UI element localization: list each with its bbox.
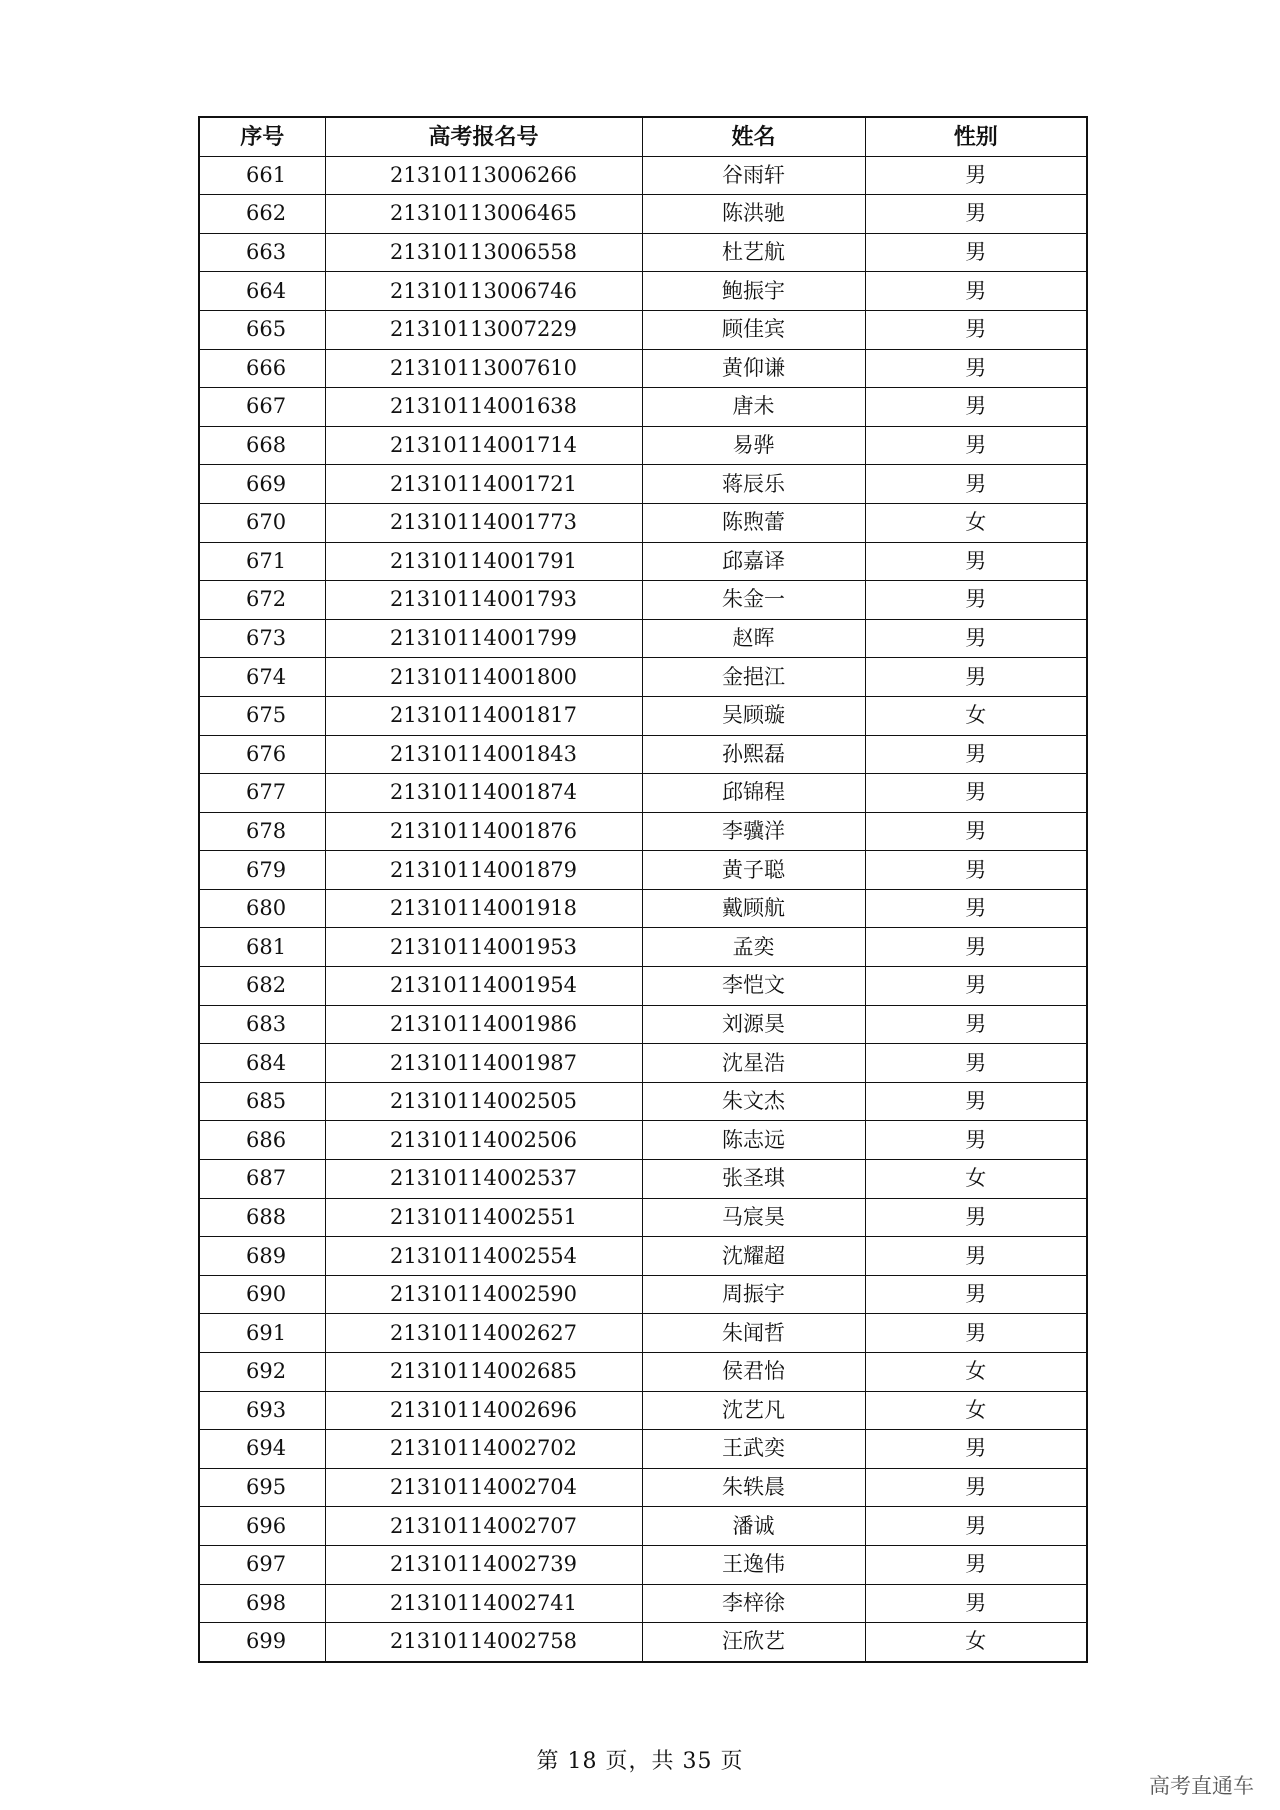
cell-name: 马宸昊 [642, 1198, 865, 1237]
cell-exam-id: 21310113007610 [325, 349, 642, 388]
student-roster-table [198, 116, 1088, 1663]
cell-seq: 693 [199, 1391, 325, 1430]
table-row [199, 928, 1087, 967]
cell-name: 沈星浩 [642, 1044, 865, 1083]
cell-seq: 687 [199, 1160, 325, 1199]
cell-seq: 677 [199, 774, 325, 813]
cell-exam-id: 21310114001953 [325, 928, 642, 967]
cell-name: 李骥洋 [642, 812, 865, 851]
cell-name: 王逸伟 [642, 1545, 865, 1584]
cell-name: 朱金一 [642, 581, 865, 620]
cell-seq: 664 [199, 272, 325, 311]
cell-seq: 661 [199, 156, 325, 195]
cell-name: 吴顾璇 [642, 696, 865, 735]
table-row [199, 1507, 1087, 1546]
table-row [199, 465, 1087, 504]
cell-seq: 678 [199, 812, 325, 851]
cell-seq: 696 [199, 1507, 325, 1546]
cell-name: 王武奕 [642, 1430, 865, 1469]
cell-seq: 674 [199, 658, 325, 697]
cell-seq: 680 [199, 889, 325, 928]
cell-exam-id: 21310114001986 [325, 1005, 642, 1044]
cell-exam-id: 21310114001714 [325, 426, 642, 465]
cell-gender: 男 [865, 1584, 1087, 1623]
cell-name: 潘诚 [642, 1507, 865, 1546]
cell-name: 陈志远 [642, 1121, 865, 1160]
cell-seq: 671 [199, 542, 325, 581]
cell-name: 黄仰谦 [642, 349, 865, 388]
cell-gender: 男 [865, 1507, 1087, 1546]
cell-exam-id: 21310114002685 [325, 1353, 642, 1392]
cell-seq: 686 [199, 1121, 325, 1160]
table-row [199, 233, 1087, 272]
cell-exam-id: 21310114001773 [325, 503, 642, 542]
table-row [199, 1275, 1087, 1314]
cell-gender: 男 [865, 735, 1087, 774]
table-row [199, 272, 1087, 311]
cell-exam-id: 21310114002551 [325, 1198, 642, 1237]
cell-name: 易骅 [642, 426, 865, 465]
cell-gender: 男 [865, 774, 1087, 813]
cell-gender: 男 [865, 619, 1087, 658]
table-row [199, 774, 1087, 813]
table-row [199, 967, 1087, 1006]
cell-gender: 男 [865, 542, 1087, 581]
cell-gender: 男 [865, 928, 1087, 967]
table-row [199, 503, 1087, 542]
cell-seq: 695 [199, 1468, 325, 1507]
table-row [199, 310, 1087, 349]
cell-name: 李梓徐 [642, 1584, 865, 1623]
header-gender: 性别 [865, 117, 1087, 156]
cell-exam-id: 21310114001638 [325, 388, 642, 427]
cell-seq: 669 [199, 465, 325, 504]
cell-seq: 681 [199, 928, 325, 967]
cell-name: 戴顾航 [642, 889, 865, 928]
table-row [199, 851, 1087, 890]
cell-exam-id: 21310114001791 [325, 542, 642, 581]
cell-exam-id: 21310114001954 [325, 967, 642, 1006]
cell-name: 朱文杰 [642, 1082, 865, 1121]
table-row [199, 1044, 1087, 1083]
cell-exam-id: 21310114002696 [325, 1391, 642, 1430]
cell-name: 张圣琪 [642, 1160, 865, 1199]
cell-gender: 男 [865, 851, 1087, 890]
cell-seq: 685 [199, 1082, 325, 1121]
cell-name: 杜艺航 [642, 233, 865, 272]
cell-gender: 男 [865, 349, 1087, 388]
table-row [199, 735, 1087, 774]
cell-gender: 男 [865, 812, 1087, 851]
cell-seq: 691 [199, 1314, 325, 1353]
cell-name: 鲍振宇 [642, 272, 865, 311]
cell-name: 邱嘉译 [642, 542, 865, 581]
cell-gender: 男 [865, 889, 1087, 928]
cell-exam-id: 21310114002590 [325, 1275, 642, 1314]
cell-gender: 男 [865, 1198, 1087, 1237]
cell-gender: 男 [865, 1237, 1087, 1276]
table-row [199, 1314, 1087, 1353]
cell-seq: 667 [199, 388, 325, 427]
cell-exam-id: 21310114001799 [325, 619, 642, 658]
table-row [199, 889, 1087, 928]
cell-seq: 688 [199, 1198, 325, 1237]
cell-gender: 男 [865, 233, 1087, 272]
table-row [199, 1198, 1087, 1237]
cell-name: 侯君怡 [642, 1353, 865, 1392]
table-row [199, 812, 1087, 851]
table-row [199, 1430, 1087, 1469]
cell-gender: 男 [865, 310, 1087, 349]
table-row [199, 195, 1087, 234]
cell-gender: 男 [865, 195, 1087, 234]
cell-gender: 男 [865, 1314, 1087, 1353]
table-row [199, 156, 1087, 195]
cell-exam-id: 21310114001817 [325, 696, 642, 735]
cell-gender: 女 [865, 696, 1087, 735]
cell-name: 谷雨轩 [642, 156, 865, 195]
table-row [199, 1468, 1087, 1507]
watermark-text: 高考直通车 [1149, 1774, 1254, 1798]
table-row [199, 1391, 1087, 1430]
cell-name: 蒋辰乐 [642, 465, 865, 504]
cell-exam-id: 21310114001843 [325, 735, 642, 774]
table-row [199, 619, 1087, 658]
cell-gender: 男 [865, 426, 1087, 465]
table-row [199, 1160, 1087, 1199]
cell-exam-id: 21310114001721 [325, 465, 642, 504]
cell-exam-id: 21310113006558 [325, 233, 642, 272]
table-body [199, 156, 1087, 1662]
cell-gender: 男 [865, 1275, 1087, 1314]
cell-gender: 男 [865, 1082, 1087, 1121]
cell-exam-id: 21310114002739 [325, 1545, 642, 1584]
cell-name: 孟奕 [642, 928, 865, 967]
cell-seq: 662 [199, 195, 325, 234]
table-row [199, 1237, 1087, 1276]
table-row [199, 1082, 1087, 1121]
cell-name: 朱闻哲 [642, 1314, 865, 1353]
cell-exam-id: 21310114002554 [325, 1237, 642, 1276]
cell-name: 孙熙磊 [642, 735, 865, 774]
cell-name: 朱轶晨 [642, 1468, 865, 1507]
cell-exam-id: 21310114002704 [325, 1468, 642, 1507]
cell-exam-id: 21310114001876 [325, 812, 642, 851]
table-row [199, 1353, 1087, 1392]
cell-exam-id: 21310114002707 [325, 1507, 642, 1546]
cell-seq: 694 [199, 1430, 325, 1469]
table-row [199, 1623, 1087, 1662]
cell-exam-id: 21310114001918 [325, 889, 642, 928]
cell-exam-id: 21310114002702 [325, 1430, 642, 1469]
cell-name: 陈煦蕾 [642, 503, 865, 542]
cell-exam-id: 21310114002758 [325, 1623, 642, 1662]
table-row [199, 1005, 1087, 1044]
cell-name: 顾佳宾 [642, 310, 865, 349]
header-name: 姓名 [642, 117, 865, 156]
cell-seq: 672 [199, 581, 325, 620]
cell-exam-id: 21310113007229 [325, 310, 642, 349]
cell-gender: 女 [865, 1353, 1087, 1392]
table-row [199, 1121, 1087, 1160]
cell-name: 黄子聪 [642, 851, 865, 890]
cell-name: 周振宇 [642, 1275, 865, 1314]
cell-gender: 女 [865, 1623, 1087, 1662]
table-row [199, 581, 1087, 620]
cell-seq: 679 [199, 851, 325, 890]
cell-name: 沈耀超 [642, 1237, 865, 1276]
cell-seq: 673 [199, 619, 325, 658]
cell-name: 李恺文 [642, 967, 865, 1006]
cell-exam-id: 21310114001874 [325, 774, 642, 813]
cell-name: 金挹江 [642, 658, 865, 697]
table-row [199, 658, 1087, 697]
cell-seq: 666 [199, 349, 325, 388]
cell-seq: 676 [199, 735, 325, 774]
cell-seq: 663 [199, 233, 325, 272]
cell-seq: 697 [199, 1545, 325, 1584]
cell-gender: 男 [865, 388, 1087, 427]
page-number: 第 18 页，共 35 页 [536, 1749, 744, 1774]
cell-gender: 男 [865, 1121, 1087, 1160]
cell-name: 邱锦程 [642, 774, 865, 813]
cell-gender: 男 [865, 1468, 1087, 1507]
header-exam-id: 高考报名号 [325, 117, 642, 156]
cell-seq: 683 [199, 1005, 325, 1044]
cell-name: 陈洪驰 [642, 195, 865, 234]
cell-gender: 男 [865, 1545, 1087, 1584]
cell-gender: 男 [865, 1430, 1087, 1469]
cell-gender: 男 [865, 465, 1087, 504]
cell-gender: 女 [865, 503, 1087, 542]
cell-exam-id: 21310114002627 [325, 1314, 642, 1353]
cell-gender: 男 [865, 967, 1087, 1006]
cell-exam-id: 21310113006746 [325, 272, 642, 311]
cell-seq: 699 [199, 1623, 325, 1662]
cell-name: 沈艺凡 [642, 1391, 865, 1430]
cell-gender: 男 [865, 1005, 1087, 1044]
cell-seq: 668 [199, 426, 325, 465]
cell-seq: 684 [199, 1044, 325, 1083]
cell-gender: 女 [865, 1160, 1087, 1199]
cell-exam-id: 21310113006465 [325, 195, 642, 234]
cell-seq: 682 [199, 967, 325, 1006]
cell-exam-id: 21310114001793 [325, 581, 642, 620]
table-row [199, 1584, 1087, 1623]
table-row [199, 388, 1087, 427]
cell-seq: 665 [199, 310, 325, 349]
cell-gender: 男 [865, 272, 1087, 311]
cell-name: 刘源昊 [642, 1005, 865, 1044]
cell-gender: 男 [865, 156, 1087, 195]
cell-gender: 男 [865, 658, 1087, 697]
cell-seq: 689 [199, 1237, 325, 1276]
cell-gender: 女 [865, 1391, 1087, 1430]
cell-gender: 男 [865, 1044, 1087, 1083]
cell-seq: 690 [199, 1275, 325, 1314]
cell-seq: 698 [199, 1584, 325, 1623]
table-row [199, 349, 1087, 388]
cell-exam-id: 21310114001987 [325, 1044, 642, 1083]
cell-exam-id: 21310113006266 [325, 156, 642, 195]
table-row [199, 696, 1087, 735]
cell-exam-id: 21310114002505 [325, 1082, 642, 1121]
table-row [199, 1545, 1087, 1584]
table-row [199, 542, 1087, 581]
table-row [199, 426, 1087, 465]
cell-seq: 675 [199, 696, 325, 735]
cell-exam-id: 21310114001800 [325, 658, 642, 697]
cell-seq: 670 [199, 503, 325, 542]
cell-name: 唐未 [642, 388, 865, 427]
cell-gender: 男 [865, 581, 1087, 620]
cell-exam-id: 21310114002741 [325, 1584, 642, 1623]
cell-name: 汪欣艺 [642, 1623, 865, 1662]
cell-exam-id: 21310114001879 [325, 851, 642, 890]
cell-exam-id: 21310114002506 [325, 1121, 642, 1160]
header-seq: 序号 [199, 117, 325, 156]
header-row [199, 117, 1087, 156]
cell-seq: 692 [199, 1353, 325, 1392]
table-header [199, 117, 1087, 156]
cell-exam-id: 21310114002537 [325, 1160, 642, 1199]
cell-name: 赵晖 [642, 619, 865, 658]
